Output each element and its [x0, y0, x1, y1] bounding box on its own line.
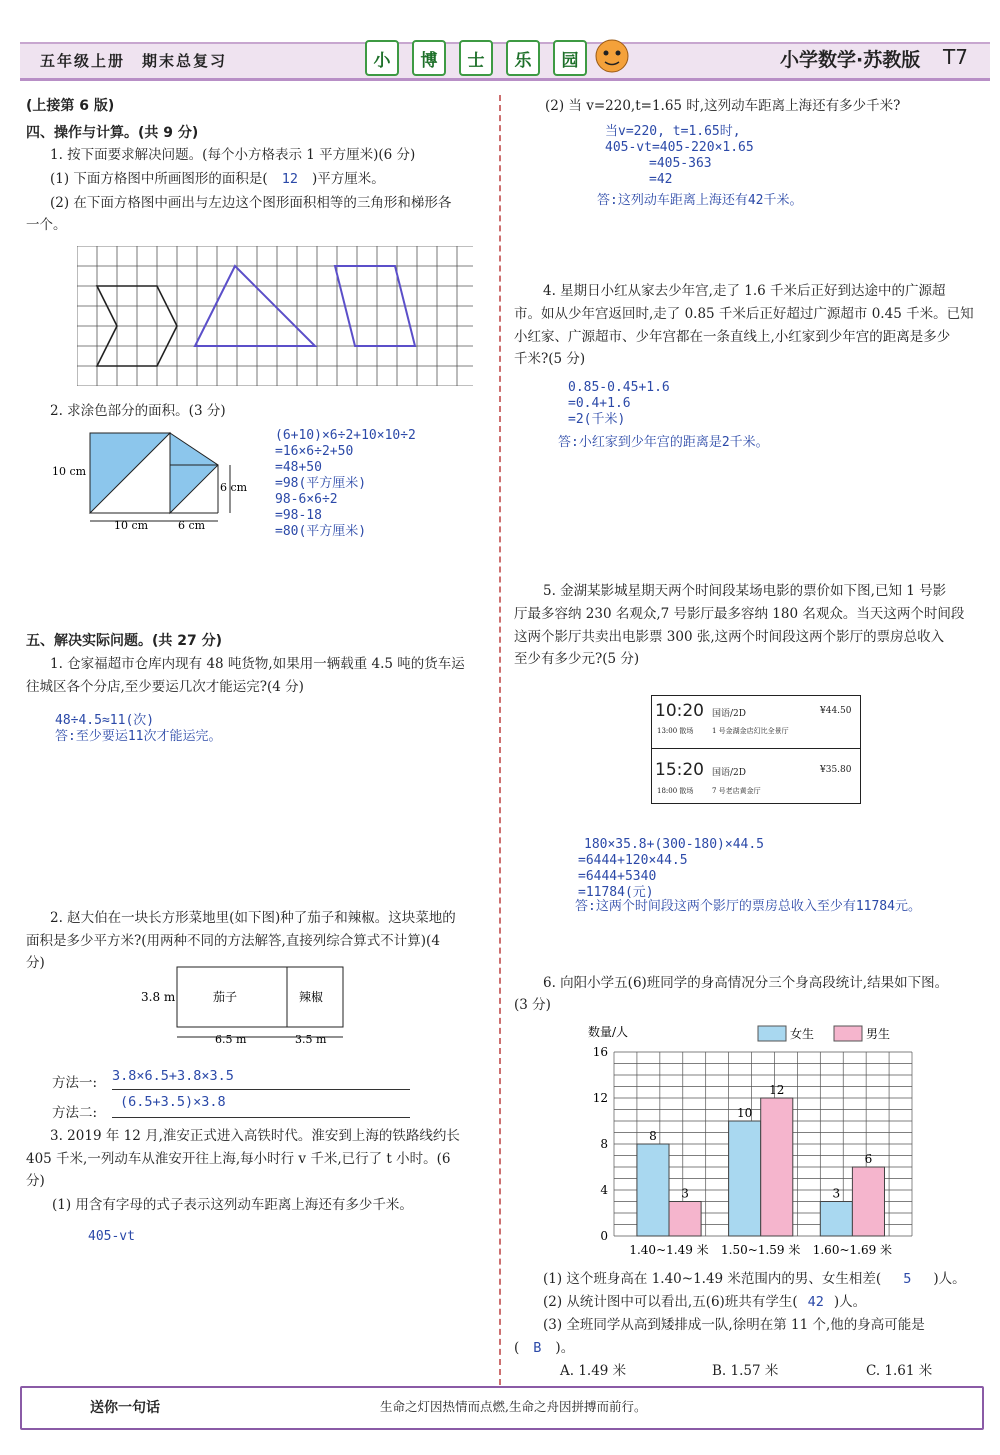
q2-answer-line: =16×6÷2+50 — [275, 444, 354, 459]
q6-2-prefix: (2) 从统计图中可以看出,五(6)班共有学生( — [543, 1294, 798, 1310]
q2-text: 2. 求涂色部分的面积。(3 分) — [50, 403, 226, 419]
p5-line2: 厅最多容纳 230 名观众,7 号影厅最多容纳 180 名观众。当天这两个时间段 — [514, 606, 965, 622]
section-5-title: 五、解决实际问题。(共 27 分) — [26, 633, 223, 649]
q6-3-suffix: )。 — [555, 1340, 575, 1356]
chart-y-tick: 16 — [592, 1045, 608, 1059]
p1-line2: 往城区各个分店,至少要运几次才能运完?(4 分) — [26, 679, 304, 695]
option-b: B. 1.57 米 — [712, 1363, 779, 1379]
q2-answer-line: =98(平方厘米) — [275, 476, 367, 491]
p2-line1: 2. 赵大伯在一块长方形菜地里(如下图)种了茄子和辣椒。这块菜地的 — [50, 910, 456, 926]
legend-boy-label: 男生 — [866, 1027, 891, 1041]
q6-2-answer: 42 — [807, 1294, 824, 1310]
column-divider — [499, 95, 501, 1385]
p3-2-answer-line: 405-vt=405-220×1.65 — [605, 140, 754, 155]
q2-answer — [275, 428, 416, 540]
chart-bar — [637, 1144, 669, 1236]
header-left-title: 五年级上册 期末总复习 — [40, 52, 228, 70]
p6-line2: (3 分) — [514, 997, 551, 1013]
q2-answer-line: =80(平方厘米) — [275, 524, 367, 539]
plot-width-b: 3.5 m — [295, 1033, 327, 1046]
continue-note: (上接第 6 版) — [26, 98, 115, 114]
logo-char: 园 — [553, 40, 587, 76]
shaded-area-figure — [50, 425, 260, 530]
q6-3-line2 — [514, 1337, 574, 1359]
chart-bar — [669, 1202, 701, 1237]
p4-answer-line: 0.85-0.45+1.6 — [568, 380, 670, 395]
p5-answer-line: =11784(元) — [578, 885, 654, 900]
p5-line4: 至少有多少元?(5 分) — [514, 651, 640, 667]
chart-bar — [852, 1167, 884, 1236]
q2-answer-line: =98-18 — [275, 508, 322, 523]
q6-1-prefix: (1) 这个班身高在 1.40~1.49 米范围内的男、女生相差( — [543, 1271, 882, 1287]
ticket-1-price: ¥44.50 — [820, 706, 852, 716]
p4-line1: 4. 星期日小红从家去少年宫,走了 1.6 千米后正好到达途中的广源超 — [543, 283, 946, 299]
dim-left: 10 cm — [52, 465, 87, 478]
q1-1-suffix: )平方厘米。 — [311, 171, 385, 187]
p5-answer-line: =6444+5340 — [578, 869, 657, 884]
p4-answer-line: =2(千米) — [568, 412, 626, 427]
q2-answer-line: =48+50 — [275, 460, 322, 475]
chart-data-label: 3 — [832, 1186, 841, 1201]
ticket-2-type: 国语/2D — [712, 768, 746, 778]
page-number: T7 — [943, 45, 968, 69]
ticket-divider — [652, 748, 860, 749]
q1-1-text — [50, 168, 385, 190]
logo-char: 乐 — [506, 40, 540, 76]
p4-final: 答:小红家到少年宫的距离是2千米。 — [558, 435, 769, 450]
p4-line4: 千米?(5 分) — [514, 351, 586, 367]
option-c: C. 1.61 米 — [866, 1363, 933, 1379]
logo-char: 小 — [365, 40, 399, 76]
chart-y-label: 数量/人 — [588, 1025, 629, 1039]
ticket-1-end: 13:00 散场 — [657, 727, 694, 735]
q1-1-prefix: (1) 下面方格图中所画图形的面积是( — [50, 171, 268, 187]
square-grid-figure — [77, 246, 473, 386]
method-1-answer: 3.8×6.5+3.8×3.5 — [112, 1068, 410, 1090]
chart-category-label: 1.50~1.59 米 — [721, 1243, 801, 1257]
q6-2-suffix: )人。 — [833, 1294, 867, 1310]
p5-answer-line: =6444+120×44.5 — [578, 853, 688, 868]
p4-line3: 小红家、广源超市、少年宫都在一条直线上,小红家到少年宫的距离是多少 — [514, 329, 951, 345]
p6-line1: 6. 向阳小学五(6)班同学的身高情况分三个身高段统计,结果如下图。 — [543, 975, 949, 991]
q1-1-answer: 12 — [281, 171, 298, 187]
p3-2-answer-line: =42 — [649, 172, 673, 187]
q1-2-line2: 一个。 — [26, 217, 67, 233]
p5-final: 答:这两个时间段这两个影厅的票房总收入至少有11784元。 — [575, 899, 921, 914]
p3-2-text: (2) 当 v=220,t=1.65 时,这列动车距离上海还有多少千米? — [545, 98, 901, 114]
q1-text: 1. 按下面要求解决问题。(每个小方格表示 1 平方厘米)(6 分) — [50, 147, 416, 163]
q2-answer-line: 98-6×6÷2 — [275, 492, 338, 507]
tiger-mascot-icon — [590, 36, 634, 76]
q6-1-text — [543, 1268, 966, 1290]
option-a: A. 1.49 米 — [560, 1363, 627, 1379]
p2-line2: 面积是多少平方米?(用两种不同的方法解答,直接列综合算式不计算)(4 — [26, 933, 440, 949]
p2-line3: 分) — [26, 955, 45, 971]
p4-answer-line: =0.4+1.6 — [568, 396, 631, 411]
footer-title: 送你一句话 — [90, 1400, 160, 1416]
method-1-label: 方法一: — [52, 1075, 98, 1091]
ticket-2-time: 15:20 — [655, 760, 704, 780]
plot-pepper: 辣椒 — [299, 990, 324, 1004]
chart-category-label: 1.40~1.49 米 — [629, 1243, 709, 1257]
header-subject: 小学数学·苏教版 — [780, 49, 921, 71]
ticket-2-hall: 7 号老店黄金厅 — [712, 787, 761, 795]
chart-data-label: 8 — [649, 1129, 657, 1143]
q6-3-prefix: ( — [514, 1340, 520, 1356]
p5-line1: 5. 金湖某影城星期天两个时间段某场电影的票价如下图,已知 1 号影 — [543, 583, 947, 599]
p3-2-final: 答:这列动车距离上海还有42千米。 — [597, 193, 803, 208]
ticket-1-time: 10:20 — [655, 701, 704, 721]
chart-data-label: 12 — [769, 1083, 785, 1097]
chart-data-label: 6 — [864, 1152, 873, 1166]
ticket-1-type: 国语/2D — [712, 709, 746, 719]
p5-line3: 这两个影厅共卖出电影票 300 张,这两个时间段这两个影厅的票房总收入 — [514, 629, 945, 645]
chart-y-tick: 12 — [592, 1091, 608, 1105]
q6-2-text — [543, 1291, 866, 1313]
p3-line1: 3. 2019 年 12 月,淮安正式进入高铁时代。淮安到上海的铁路线约长 — [50, 1128, 460, 1144]
q6-3-answer: B — [533, 1340, 542, 1356]
chart-y-tick: 8 — [600, 1137, 608, 1151]
plot-eggplant: 茄子 — [213, 990, 238, 1004]
dim-right: 6 cm — [220, 481, 248, 494]
q6-1-suffix: )人。 — [933, 1271, 966, 1287]
ticket-2-end: 18:00 散场 — [657, 787, 694, 795]
p3-2-answer-line: =405-363 — [649, 156, 712, 171]
plot-height: 3.8 m — [141, 990, 176, 1004]
p1-final: 答:至少要运11次才能运完。 — [55, 729, 222, 744]
p1-line1: 1. 仓家福超市仓库内现有 48 吨货物,如果用一辆载重 4.5 吨的货车运 — [50, 656, 465, 672]
legend-boy-swatch — [834, 1026, 862, 1041]
chart-category-label: 1.60~1.69 米 — [812, 1243, 893, 1257]
footer-quote: 生命之灯因热情而点燃,生命之舟因拼搏而前行。 — [380, 1399, 647, 1414]
p5-answer-line: 180×35.8+(300-180)×44.5 — [584, 837, 765, 852]
q2-answer-line: (6+10)×6÷2+10×10÷2 — [275, 428, 416, 443]
ticket-price-board — [651, 695, 861, 804]
logo-char: 士 — [459, 40, 493, 76]
plot-width-a: 6.5 m — [215, 1033, 247, 1046]
p3-line3: 分) — [26, 1173, 45, 1189]
p4-line2: 市。如从少年宫返回时,走了 0.85 千米后正好超过广源超市 0.45 千米。已知 — [514, 306, 974, 322]
p3-2-answer — [605, 124, 754, 188]
chart-data-label: 10 — [737, 1106, 753, 1120]
q1-2-line1: (2) 在下面方格图中画出与左边这个图形面积相等的三角形和梯形各 — [50, 195, 452, 211]
q6-1-answer: 5 — [903, 1271, 912, 1287]
p3-2-answer-line: 当v=220, t=1.65时, — [605, 124, 741, 139]
p5-answer — [578, 837, 764, 901]
legend-girl-swatch — [758, 1026, 786, 1041]
p1-answer: 48÷4.5≈11(次) — [55, 713, 155, 728]
dim-bottom-b: 6 cm — [178, 519, 206, 530]
p3-1-answer: 405-vt — [88, 1229, 135, 1244]
height-bar-chart — [580, 1018, 920, 1266]
dim-bottom-a: 10 cm — [114, 519, 149, 530]
vegetable-plot-figure — [135, 965, 355, 1047]
p4-answer — [568, 380, 670, 428]
ticket-1-hall: 1 号金湖金店幻比全景厅 — [712, 727, 789, 735]
chart-bar — [729, 1121, 761, 1236]
logo-char: 博 — [412, 40, 446, 76]
q6-3-line1: (3) 全班同学从高到矮排成一队,徐明在第 11 个,他的身高可能是 — [543, 1317, 925, 1333]
section-4-title: 四、操作与计算。(共 9 分) — [26, 125, 199, 141]
chart-bar — [761, 1098, 793, 1236]
p3-1-text: (1) 用含有字母的式子表示这列动车距离上海还有多少千米。 — [52, 1197, 413, 1213]
chart-y-tick: 0 — [600, 1229, 608, 1243]
chart-bar — [820, 1202, 852, 1237]
p3-line2: 405 千米,一列动车从淮安开往上海,每小时行 v 千米,已行了 t 小时。(6 — [26, 1151, 451, 1167]
chart-y-tick: 4 — [600, 1183, 608, 1197]
legend-girl-label: 女生 — [790, 1027, 815, 1041]
method-2-answer: (6.5+3.5)×3.8 — [112, 1094, 410, 1118]
method-2-label: 方法二: — [52, 1105, 98, 1121]
ticket-2-price: ¥35.80 — [820, 765, 852, 775]
chart-data-label: 3 — [681, 1186, 689, 1201]
